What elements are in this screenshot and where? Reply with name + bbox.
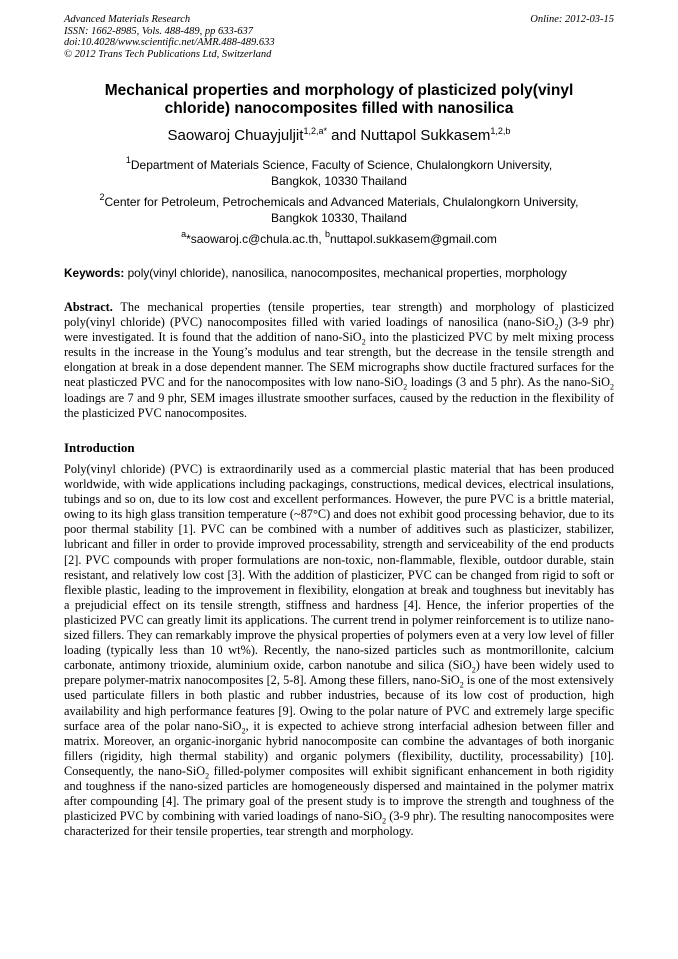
intro-text-3: is one of the most extensively used particulate fillers in both plastic and rubber industries, because of its low cost of production, high availability and high performance features [9]. Owing to the polar nature of PVC and extremely large specific surface area of the polar nano-SiO (64, 673, 614, 733)
abstract-text-4: loadings (3 and 5 phr). As the nano-SiO (407, 375, 610, 390)
author-and: and (326, 127, 361, 144)
subscript: 2 (471, 665, 476, 675)
author-emails (64, 231, 614, 247)
affiliation-2-mark: 2 (99, 192, 105, 202)
online-date: Online: 2012-03-15 (530, 14, 614, 25)
abstract-text-3: into the plasticized PVC by melt mixing process results in the increase in the Young’s modulus and tear strength, but the decrease in the tensile strength and elongation at break in a dose dependent manner. The SEM micrographs show ductile fractured surfaces for the neat plasticzed PVC and for the nanocomposites with low nano-SiO (64, 330, 614, 390)
subscript: 2 (459, 680, 464, 690)
intro-text-2: ) have been widely used to prepare polymer-matrix nanocomposites [2, 5-8]. Among these fillers, nano-SiO (64, 658, 614, 688)
intro-text-1: Poly(vinyl chloride) (PVC) is extraordinarily used as a commercial plastic material that has been produced worldwide, with wide applications including packagings, constructions, medical devices, electrical insulations, tubings and so on, due to its low cost and excellent performances. However, the pure PVC is a brittle material, owing to its high glass transition temperature (~87°C) and does not exhibit good processing behavior, due to its poor thermal stability [1]. PVC can be combined with a number of additives such as plasticizer, stabilizer, lubricant and filler in order to provide improved processability, strength and serviceability of the end products [2]. PVC compounds with proper formulations are non-toxic, non-flammable, flexible, outdoor durable, stain resistant, and relatively low cost [3]. With the addition of plasticizer, PVC can be changed from rigid to soft or flexible plastic, leading to the improvement in flexibility, elongation at break and toughness but inevitably has a prejudicial effect on its tensile strength, stiffness and hardness [4]. Hence, the inferior properties of the plasticized PVC can greatly limit its applications. The current trend in polymer reinforcement is to utilize nano-sized fillers. They can remarkably improve the physical properties of polymers even at a very low level of filler loading (typically less than 10 wt%). Recently, the nano-sized particles such as montmorillonite, calcium carbonate, antimony trioxide, aluminium oxide, carbon nanotube and silica (SiO (64, 462, 614, 673)
subscript: 2 (403, 382, 408, 392)
subscript: 2 (205, 771, 210, 781)
affiliation-1-line-2: Bangkok, 10330 Thailand (271, 174, 407, 188)
author-1-affil: 1,2,a* (303, 126, 327, 136)
author-2-affil: 1,2,b (490, 126, 511, 136)
keywords-text: poly(vinyl chloride), nanosilica, nanocomposites, mechanical properties, morphology (124, 266, 567, 280)
abstract-text-1: The mechanical properties (tensile properties, tear strength) and morphology of plasticized poly(vinyl chloride) (PVC) nanocomposites filled with varied loadings of nanosilica (nano-SiO (64, 300, 614, 330)
affiliation-2-line-1: Center for Petroleum, Petrochemicals and Advanced Materials, Chulalongkorn University, (104, 195, 579, 209)
journal-name: Advanced Materials Research (64, 14, 191, 25)
title-line-2: chloride) nanocomposites filled with nanosilica (164, 100, 514, 117)
journal-issn: ISSN: 1662-8985, Vols. 488-489, pp 633-637 (64, 25, 253, 37)
intro-text-5: filled-polymer composites will exhibit significant enhancement in both rigidity and toughness if the nano-sized particles are homogeneously dispersed and maintained in the polymer matrix after compounding [4]. The primary goal of the present study is to improve the strength and toughness of the plasticized PVC by combining with varied loadings of nano-SiO (64, 763, 614, 824)
email-a[interactable]: *saowaroj.c@chula.ac.th, (186, 232, 325, 246)
affiliation-1-mark: 1 (125, 155, 131, 165)
keywords-label: Keywords: (64, 266, 125, 280)
email-b[interactable]: nuttapol.sukkasem@gmail.com (330, 232, 497, 246)
affiliation-2 (64, 194, 614, 226)
affiliation-1-line-1: Department of Materials Science, Faculty of Science, Chulalongkorn University, (130, 158, 553, 172)
subscript: 2 (382, 816, 387, 826)
subscript: 2 (361, 337, 366, 347)
journal-copyright: © 2012 Trans Tech Publications Ltd, Switzerland (64, 48, 272, 60)
abstract-text-5: loadings are 7 and 9 phr, SEM images illustrate smoother surfaces, caused by the reduction in the flexibility of the plasticized PVC nanocomposites. (64, 390, 614, 420)
introduction-body (64, 462, 614, 839)
subscript: 2 (241, 726, 246, 736)
email-a-mark: a (181, 229, 187, 239)
keywords (64, 266, 616, 281)
paper-title (64, 82, 614, 118)
intro-text-6: (3-9 phr). The resulting nanocomposites were characterized for their tensile properties, tear strength and morphology. (64, 809, 615, 839)
section-heading-introduction: Introduction (64, 440, 135, 455)
abstract-text-2: ) (3-9 phr) were investigated. It is found that the addition of nano-SiO (64, 315, 614, 345)
author-2: Nuttapol Sukkasem (360, 127, 491, 144)
email-b-mark: b (325, 229, 331, 239)
affiliation-1 (64, 157, 614, 189)
subscript: 2 (554, 322, 559, 332)
affiliation-2-line-2: Bangkok 10330, Thailand (271, 211, 407, 225)
author-1: Saowaroj Chuayjuljit (167, 127, 304, 144)
author-list (64, 127, 614, 145)
journal-header (64, 14, 275, 60)
title-line-1: Mechanical properties and morphology of plasticized poly(vinyl (104, 82, 574, 99)
subscript: 2 (610, 382, 614, 392)
abstract-label: Abstract. (64, 300, 113, 314)
intro-text-4: , it is expected to achieve strong interfacial adhesion between filler and matrix. Moreover, an organic-inorganic hybrid nanocomposite can combine the advantages of both inorganic fillers (rigidity, high thermal stability) and organic polymers (flexibility, ductility, processability) [10]. Consequently, the nano-SiO (64, 718, 614, 778)
abstract (64, 300, 614, 421)
journal-doi: doi:10.4028/www.scientific.net/AMR.488-489.633 (64, 37, 275, 49)
